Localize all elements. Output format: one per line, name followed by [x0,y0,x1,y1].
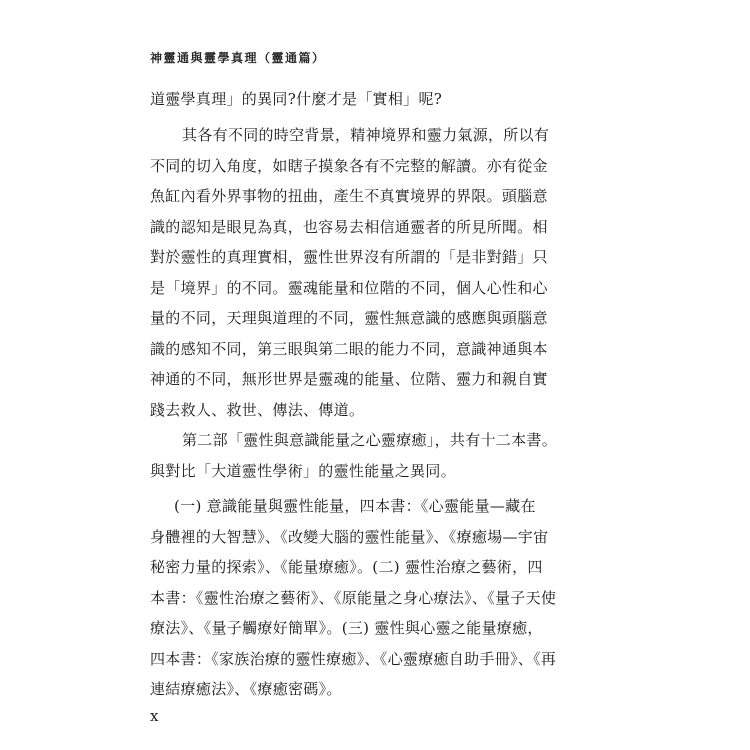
text-line: 第二部「靈性與意識能量之心靈療癒」，共有十二本書。 [182,431,558,449]
text-line: 踐去救人、救世、傳法、傳道。 [150,400,365,419]
text-line: 識的感知不同，第三眼與第二眼的能力不同，意識神通與本 [150,339,548,358]
text-line: 識的認知是眼見為真，也容易去相信通靈者的所見所聞。相 [150,217,548,236]
text-line: 對於靈性的真理實相，靈性世界沒有所謂的「是非對錯」只 [150,248,548,266]
running-header: 神靈通與靈學真理（靈通篇） [150,51,326,65]
page-number: x [150,707,159,725]
text-line: 是「境界」的不同。靈魂能量和位階的不同，個人心性和心 [150,278,548,297]
text-line: 不同的切入角度，如瞎子摸象各有不完整的解讀。亦有從金 [150,156,548,175]
text-line: 魚缸內看外界事物的扭曲，產生不真實境界的界限。頭腦意 [150,187,548,205]
text-line: 量的不同，天理與道理的不同，靈性無意識的感應與頭腦意 [150,309,548,327]
paragraph-3 [150,491,560,705]
text-line: 療法》、《量子觸療好簡單》。(三) 靈性與心靈之能量療癒， [150,619,543,637]
paragraph-2 [150,425,560,486]
text-line: 身體裡的大智慧》、《改變大腦的靈性能量》、《療癒場—宇宙 [150,527,549,546]
text-line: (一) 意識能量與靈性能量，四本書：《心靈能量—藏在 [174,497,536,515]
text-line: 神通的不同，無形世界是靈魂的能量、位階、靈力和親自實 [150,370,548,388]
text-line: 四本書：《家族治療的靈性療癒》、《心靈療癒自助手冊》、《再 [150,649,557,668]
paragraph-1 [150,120,560,425]
text-line: 其各有不同的時空背景，精神境界和靈力氣源，所以有 [182,126,550,144]
text-line: 道靈學真理」的異同?什麼才是「實相」呢? [150,90,443,108]
text-line: 與對比「大道靈性學術」的靈性能量之異同。 [150,461,457,480]
text-line: 秘密力量的探索》、《能量療癒》。(二) 靈性治療之藝術，四 [150,558,543,576]
text-line: 連結療癒法》、《療癒密碼》。 [150,680,342,698]
text-line: 本書：《靈性治療之藝術》、《原能量之身心療法》、《量子天使 [150,588,557,607]
intro-line [150,84,560,115]
